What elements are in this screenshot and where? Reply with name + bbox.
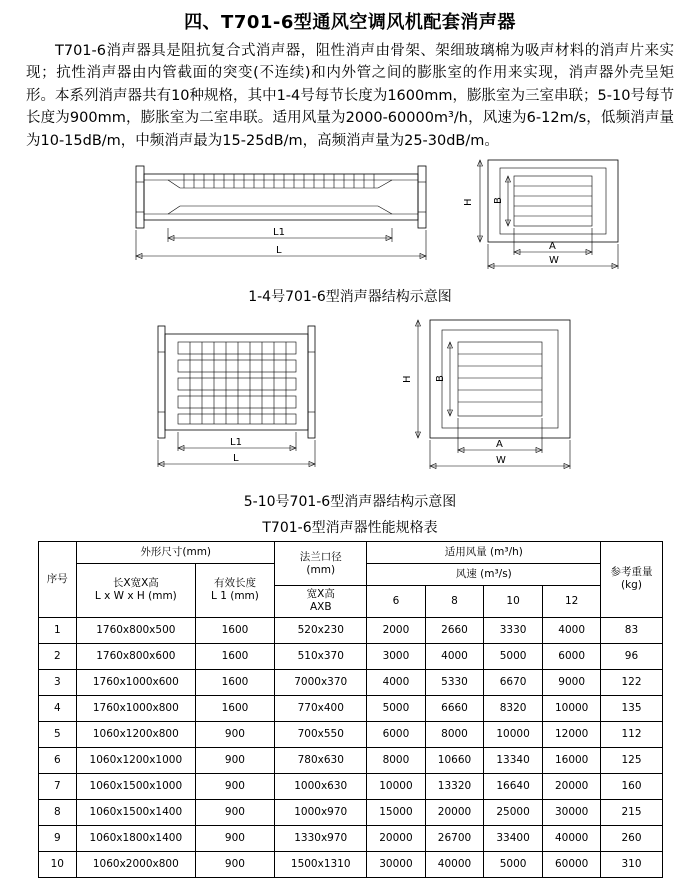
header-dim-overall-line1: 长X宽X高: [112, 577, 159, 590]
fig1-label-a: A: [549, 241, 556, 253]
cell-overall: 1060x1500x1400: [77, 799, 196, 825]
header-velocity-10: 10: [484, 586, 543, 617]
table-title: T701-6型消声器性能规格表: [262, 520, 438, 537]
cell-v10: 8320: [484, 695, 543, 721]
fig1-label-l1: L1: [273, 227, 285, 239]
cell-v10: 16640: [484, 773, 543, 799]
cell-seq: 7: [38, 773, 77, 799]
table-row: [38, 851, 662, 877]
cell-overall: 1760x800x500: [77, 617, 196, 643]
cell-flange: 7000x370: [275, 669, 367, 695]
cell-overall: 1760x800x600: [77, 643, 196, 669]
table-row: [38, 799, 662, 825]
cell-v8: 4000: [425, 643, 484, 669]
cell-effective: 900: [195, 851, 275, 877]
cell-flange: 1500x1310: [275, 851, 367, 877]
cell-v8: 2660: [425, 617, 484, 643]
cell-seq: 5: [38, 721, 77, 747]
cell-flange: 1000x630: [275, 773, 367, 799]
spec-table: [38, 541, 663, 877]
intro-paragraph: T701-6消声器具是阻抗复合式消声器，阻性消声由骨架、架细玻璃棉为吸声材料的消声片来实现；抗性消声器由内管截面的突变(不连续)和内外管之间的膨胀室的作用来实现，消声器外壳呈矩形。本系列消声器共有10种规格，其中1-4号每节长度为1600mm，膨胀室为三室串联；5-10号每节长度为900mm，膨胀室为二室串联。适用风量为2000-60000m³/h，风速为6-12m/s，低频消声量为10-15dB/m，中频消声最为15-25dB/m，高频消声量为25-30dB/m。: [26, 43, 674, 149]
cell-seq: 8: [38, 799, 77, 825]
table-row: [38, 669, 662, 695]
table-row: [38, 721, 662, 747]
cell-seq: 6: [38, 747, 77, 773]
cell-overall: 1060x1500x1000: [77, 773, 196, 799]
cell-v8: 20000: [425, 799, 484, 825]
table-row: [38, 747, 662, 773]
header-weight: [601, 542, 662, 617]
cell-v10: 5000: [484, 851, 543, 877]
fig2-label-a: A: [496, 439, 503, 451]
cell-weight: 122: [601, 669, 662, 695]
cell-overall: 1060x1200x1000: [77, 747, 196, 773]
cell-overall: 1760x1000x600: [77, 669, 196, 695]
cell-weight: 260: [601, 825, 662, 851]
header-velocity-8: 8: [425, 586, 484, 617]
cell-v6: 4000: [367, 669, 426, 695]
header-dim-overall: [77, 564, 196, 617]
cell-v6: 6000: [367, 721, 426, 747]
header-flange-line2: (mm): [306, 563, 336, 576]
cell-flange: 1330x970: [275, 825, 367, 851]
cell-effective: 1600: [195, 617, 275, 643]
cell-v8: 6660: [425, 695, 484, 721]
cell-v8: 8000: [425, 721, 484, 747]
header-flange-line1: 法兰口径: [299, 550, 342, 563]
fig2-label-h: H: [402, 375, 413, 384]
header-dim-overall-line2: L x W x H (mm): [94, 590, 177, 603]
header-flange-sub-line1: 宽X高: [306, 588, 335, 601]
cell-seq: 10: [38, 851, 77, 877]
cell-v10: 25000: [484, 799, 543, 825]
header-weight-line2: (kg): [621, 579, 642, 592]
cell-effective: 900: [195, 747, 275, 773]
table-row: [38, 825, 662, 851]
cell-v8: 40000: [425, 851, 484, 877]
page-title: 四、T701-6型通风空调风机配套消声器: [184, 12, 516, 33]
table-row: [38, 695, 662, 721]
figure-2: [18, 312, 682, 487]
cell-v10: 10000: [484, 721, 543, 747]
cell-flange: 780x630: [275, 747, 367, 773]
figure-1-caption: 1-4号701-6型消声器结构示意图: [248, 289, 452, 306]
cell-v12: 40000: [542, 825, 601, 851]
cell-v12: 10000: [542, 695, 601, 721]
fig2-label-b: B: [435, 375, 446, 383]
cell-effective: 1600: [195, 695, 275, 721]
cell-v6: 15000: [367, 799, 426, 825]
cell-v10: 5000: [484, 643, 543, 669]
cell-v6: 2000: [367, 617, 426, 643]
header-dimensions: 外形尺寸(mm): [77, 542, 275, 564]
cell-v6: 30000: [367, 851, 426, 877]
cell-v8: 10660: [425, 747, 484, 773]
table-body: [38, 617, 662, 877]
cell-overall: 1060x1800x1400: [77, 825, 196, 851]
cell-seq: 1: [38, 617, 77, 643]
cell-v8: 13320: [425, 773, 484, 799]
cell-v12: 60000: [542, 851, 601, 877]
cell-weight: 83: [601, 617, 662, 643]
table-row: [38, 773, 662, 799]
cell-effective: 900: [195, 799, 275, 825]
header-dim-effective-line1: 有效长度: [213, 577, 256, 590]
table-row: [38, 643, 662, 669]
fig2-label-l1: L1: [230, 437, 242, 449]
cell-v6: 8000: [367, 747, 426, 773]
cell-v8: 5330: [425, 669, 484, 695]
cell-weight: 215: [601, 799, 662, 825]
cell-v10: 6670: [484, 669, 543, 695]
cell-overall: 1060x2000x800: [77, 851, 196, 877]
cell-v12: 16000: [542, 747, 601, 773]
cell-v12: 20000: [542, 773, 601, 799]
cell-v12: 9000: [542, 669, 601, 695]
cell-v8: 26700: [425, 825, 484, 851]
cell-v12: 6000: [542, 643, 601, 669]
header-weight-line1: 参考重量: [610, 566, 653, 579]
cell-effective: 1600: [195, 643, 275, 669]
cell-weight: 160: [601, 773, 662, 799]
fig2-label-l: L: [233, 453, 239, 465]
figure-2-drawing: [18, 312, 682, 487]
cell-weight: 112: [601, 721, 662, 747]
cell-v12: 4000: [542, 617, 601, 643]
cell-effective: 900: [195, 773, 275, 799]
cell-v6: 3000: [367, 643, 426, 669]
header-airflow: 适用风量 (m³/h): [367, 542, 601, 564]
header-flange: [275, 542, 367, 586]
cell-flange: 520x230: [275, 617, 367, 643]
fig1-label-h: H: [463, 198, 474, 207]
header-flange-sub: [275, 586, 367, 617]
cell-overall: 1760x1000x800: [77, 695, 196, 721]
cell-effective: 900: [195, 825, 275, 851]
table-head: [38, 542, 662, 617]
cell-effective: 1600: [195, 669, 275, 695]
header-velocity-12: 12: [542, 586, 601, 617]
figure-2-caption: 5-10号701-6型消声器结构示意图: [243, 494, 457, 511]
cell-v10: 13340: [484, 747, 543, 773]
header-velocity-6: 6: [367, 586, 426, 617]
figure-1: [18, 152, 682, 282]
fig1-label-b: B: [493, 197, 504, 205]
cell-weight: 135: [601, 695, 662, 721]
cell-v6: 5000: [367, 695, 426, 721]
table-row: [38, 617, 662, 643]
cell-overall: 1060x1200x800: [77, 721, 196, 747]
cell-v12: 12000: [542, 721, 601, 747]
cell-v6: 10000: [367, 773, 426, 799]
cell-flange: 700x550: [275, 721, 367, 747]
document-page: [0, 8, 700, 891]
cell-weight: 96: [601, 643, 662, 669]
fig1-label-w: W: [549, 255, 559, 267]
fig1-label-l: L: [276, 245, 282, 257]
cell-v10: 3330: [484, 617, 543, 643]
header-velocity: 风速 (m³/s): [367, 564, 601, 586]
header-dim-effective: [195, 564, 275, 617]
header-flange-sub-line2: AXB: [309, 601, 332, 614]
header-dim-effective-line2: L 1 (mm): [211, 590, 259, 603]
figure-1-drawing: [18, 152, 682, 282]
table-header-row-1: [38, 542, 662, 564]
cell-seq: 2: [38, 643, 77, 669]
cell-flange: 510x370: [275, 643, 367, 669]
cell-seq: 9: [38, 825, 77, 851]
cell-weight: 125: [601, 747, 662, 773]
cell-flange: 770x400: [275, 695, 367, 721]
cell-v10: 33400: [484, 825, 543, 851]
cell-v6: 20000: [367, 825, 426, 851]
cell-seq: 3: [38, 669, 77, 695]
fig2-label-w: W: [496, 455, 506, 467]
cell-weight: 310: [601, 851, 662, 877]
cell-v12: 30000: [542, 799, 601, 825]
cell-seq: 4: [38, 695, 77, 721]
cell-effective: 900: [195, 721, 275, 747]
header-seq: 序号: [38, 542, 77, 617]
cell-flange: 1000x970: [275, 799, 367, 825]
